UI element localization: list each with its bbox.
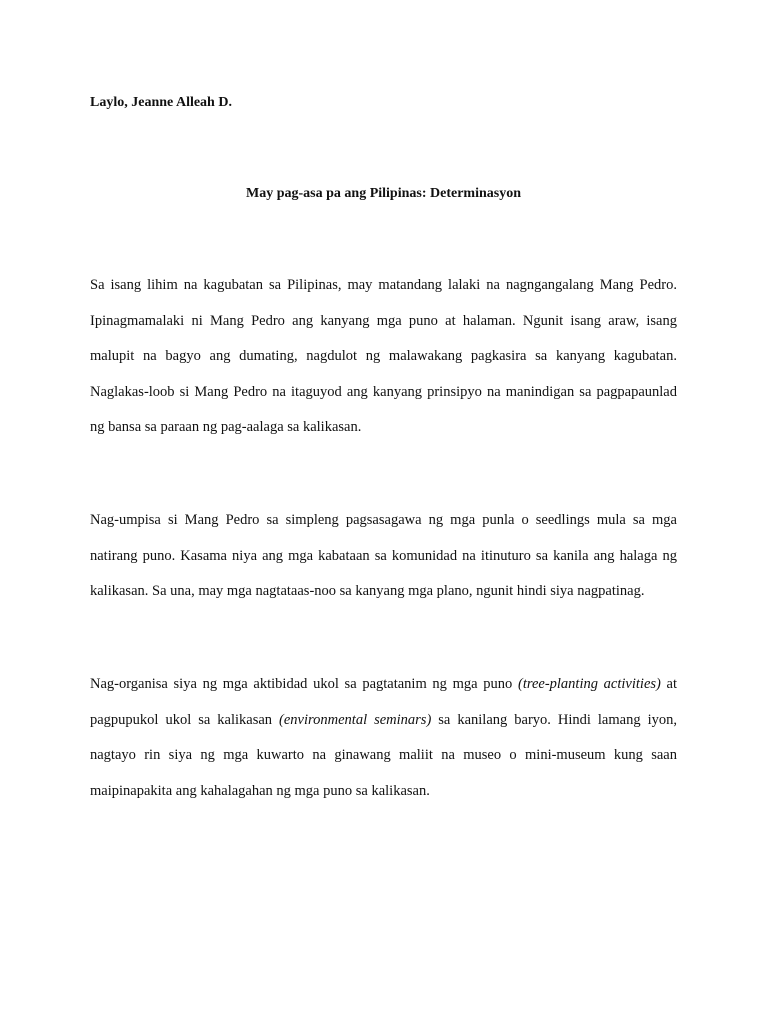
- paragraph-3-text-2: at pagpupukol ukol sa kalikasan: [90, 676, 678, 728]
- paragraph-3-italic-1: (tree-planting activities): [517, 676, 661, 692]
- document-title: May pag-asa pa ang Pilipinas: Determinasyon: [246, 186, 521, 201]
- paragraph-3-text-3: sa kanilang baryo. Hindi lamang iyon, nagtayo rin siya ng mga kuwarto na ginawang maliit na museo o mini-museum kung saan maipinapakita ang kahalagahan ng mga puno sa kalikasan.: [90, 711, 677, 799]
- paragraph-1: Sa isang lihim na kagubatan sa Pilipinas, may matandang lalaki na nagngangalang Mang Pedro. Ipinagmamalaki ni Mang Pedro ang kanyang mga puno at halaman. Ngunit isang araw, isang malupit na bagyo ang dumating, nagdulot ng malawakang pagkasira sa kanyang kagubatan. Naglakas-loob si Mang Pedro na itaguyod ang kanyang prinsipyo na manindigan sa pagpapaunlad ng bansa sa paraan ng pag-aalaga sa kalikasan.: [90, 277, 677, 435]
- paragraph-3-italic-2: (environmental seminars): [279, 711, 432, 728]
- paragraph-3-text-1: Nag-organisa siya ng mga aktibidad ukol sa pagtatanim ng mga puno: [90, 676, 518, 692]
- paragraph-2: Nag-umpisa si Mang Pedro sa simpleng pagsasagawa ng mga punla o seedlings mula sa mga natirang puno. Kasama niya ang mga kabataan sa komunidad na itinuturo sa kanila ang halaga ng kalikasan. Sa una, may mga nagtataas-noo sa kanyang mga plano, ngunit hindi siya nagpatinag.: [90, 512, 677, 599]
- author-name: Laylo, Jeanne Alleah D.: [90, 95, 232, 110]
- paragraph-3: [90, 667, 677, 809]
